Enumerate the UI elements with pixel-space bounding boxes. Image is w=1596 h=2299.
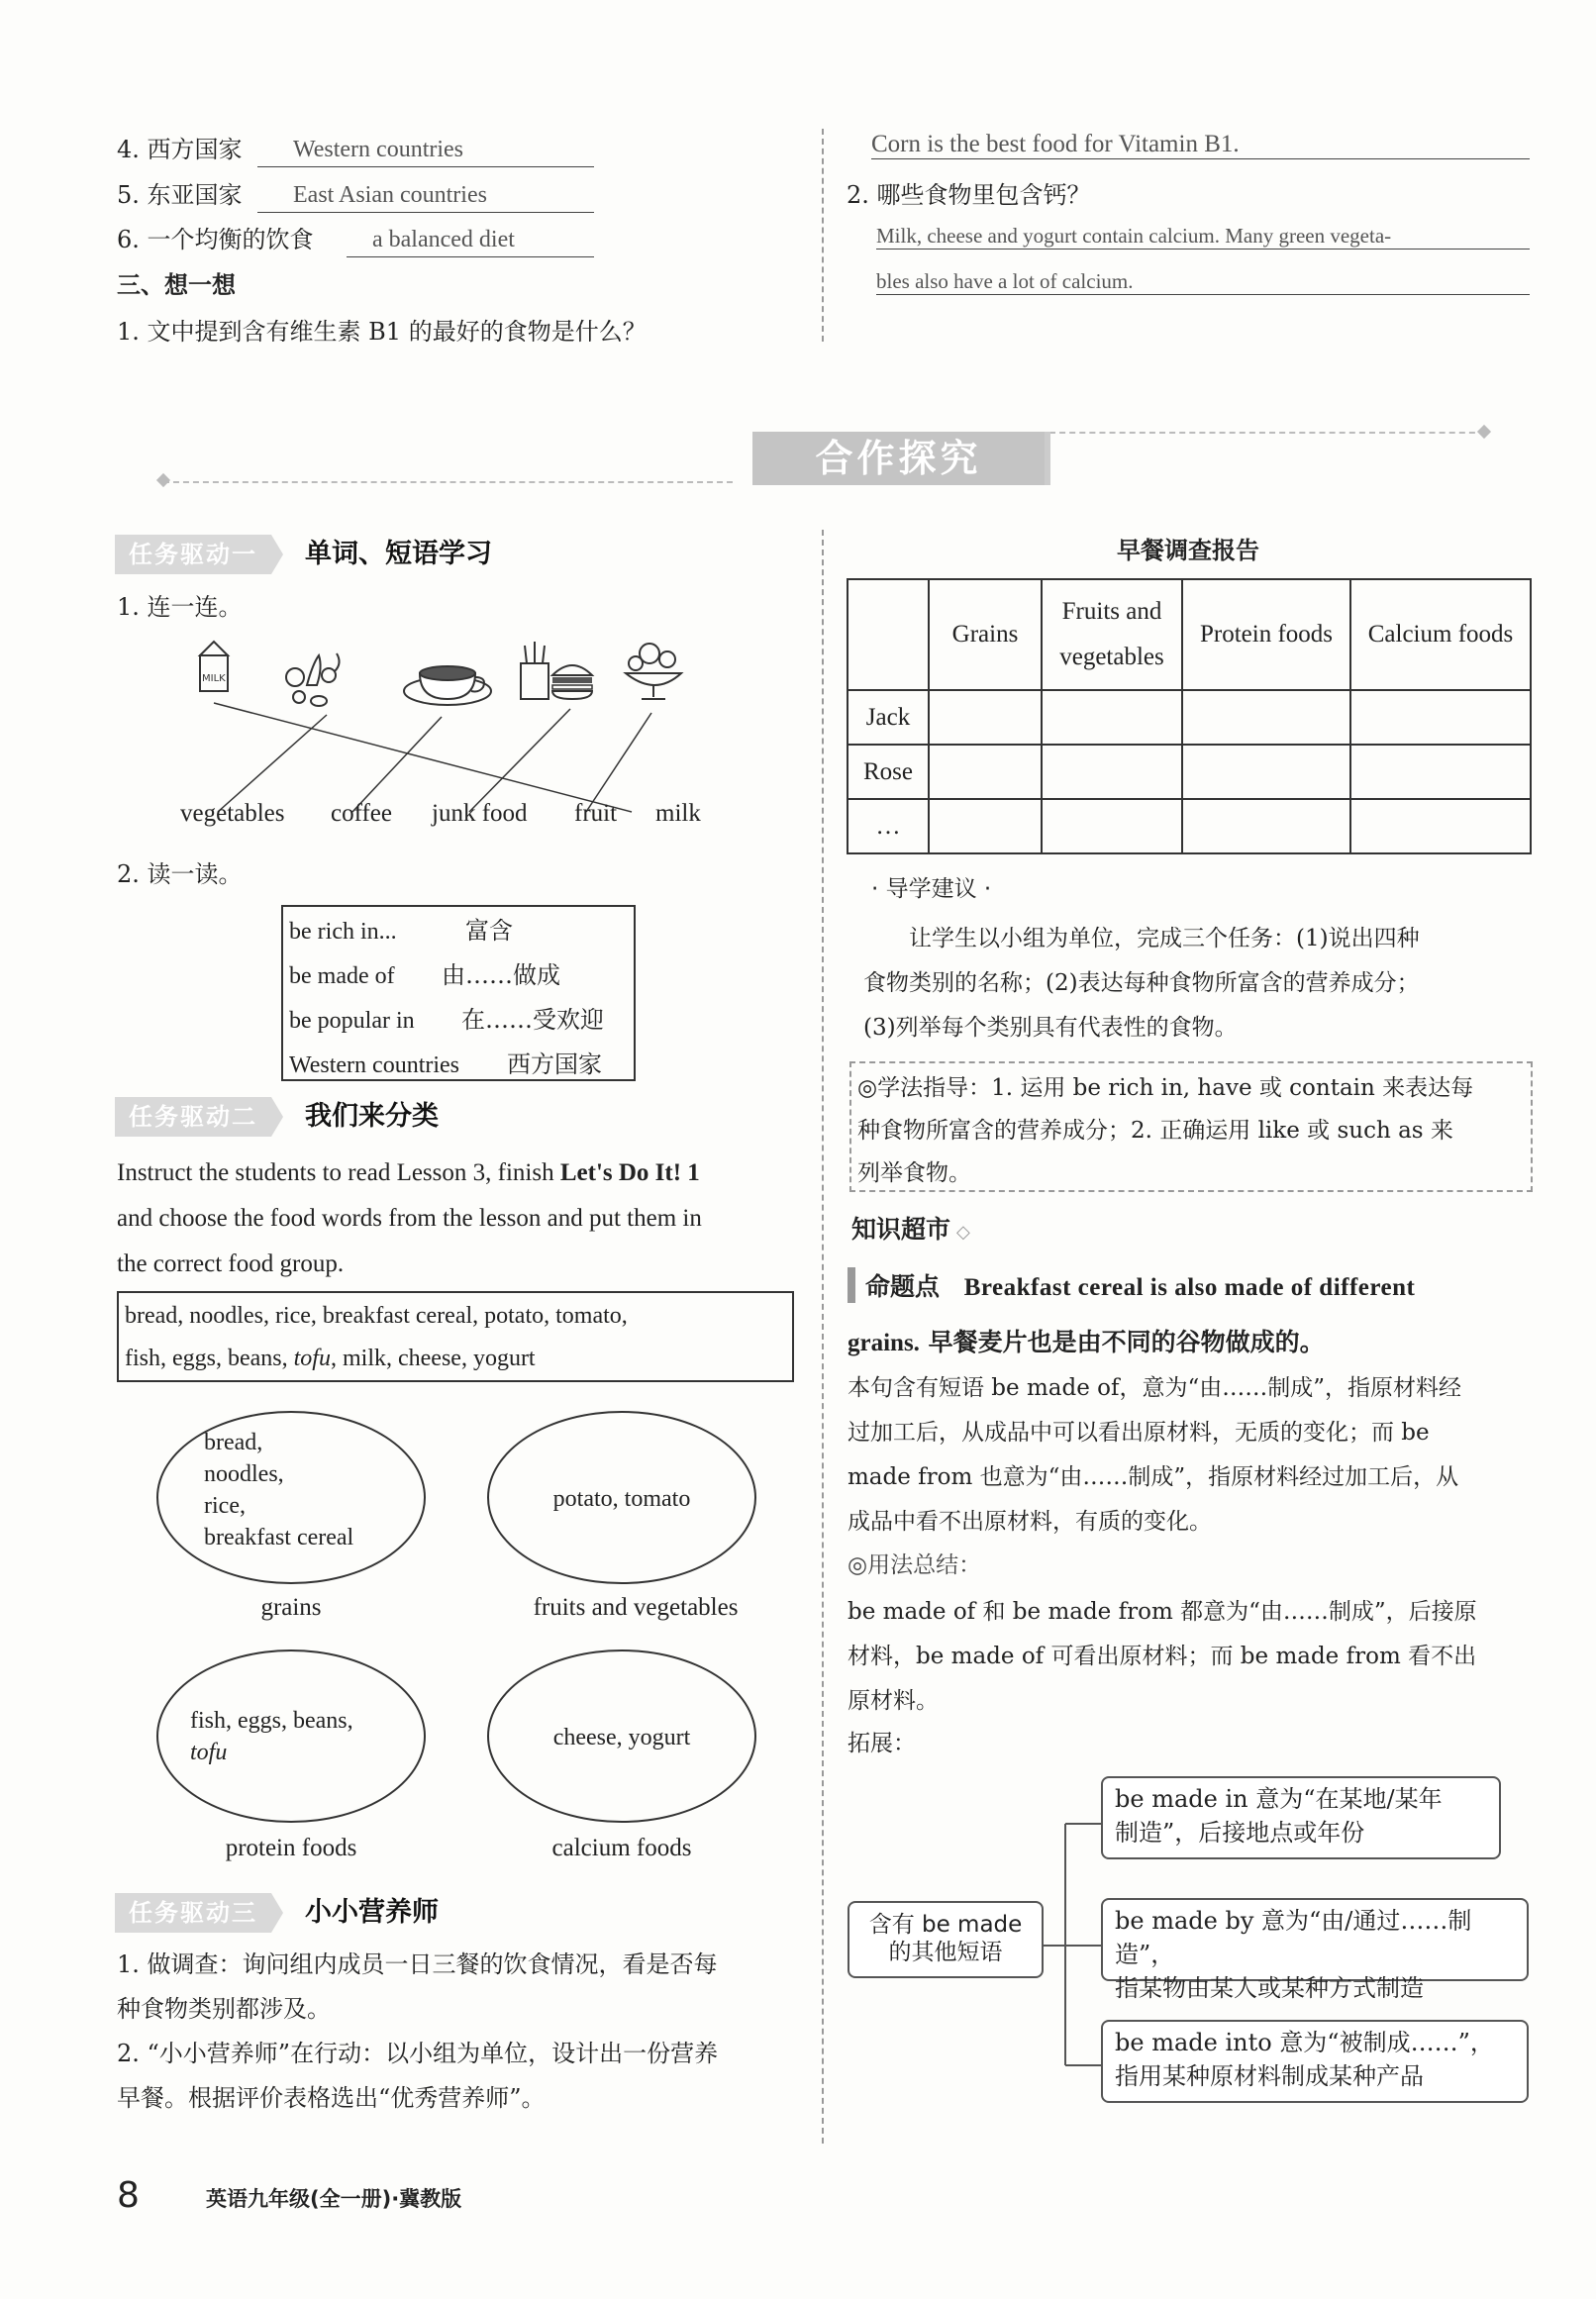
column-divider xyxy=(822,129,824,342)
table-header: Fruits and vegetables xyxy=(1042,579,1182,690)
junk-food-icon xyxy=(521,642,592,699)
task-tag-1: 任务驱动一 xyxy=(115,535,271,574)
tag-arrow-icon xyxy=(271,1893,283,1933)
task3-title: 小小营养师 xyxy=(305,1897,439,1928)
tag-arrow-icon xyxy=(271,1097,283,1137)
task2-instruction: Instruct the students to read Lesson 3, finish Let's Do It! 1 and choose the food words from the lesson and put them in the correct food group. xyxy=(117,1159,702,1277)
banner-line-right xyxy=(1049,432,1485,434)
match-word: junk food xyxy=(432,800,528,827)
group-caption: grains xyxy=(260,1594,322,1621)
answer-blank: East Asian countries xyxy=(257,178,594,213)
tag-arrow-icon xyxy=(271,535,283,574)
answer-blank: Western countries xyxy=(257,133,594,167)
survey-title: 早餐调查报告 xyxy=(1117,537,1259,564)
group-caption: fruits and vegetables xyxy=(533,1594,739,1621)
group-caption: protein foods xyxy=(225,1835,357,1861)
phrase-box xyxy=(281,905,636,1081)
table-row: Jack xyxy=(848,690,1531,745)
phrase-row: be rich in... 富含 xyxy=(289,917,513,945)
banner-box xyxy=(752,432,1050,485)
branch-made-in: be made in 意为“在某地/某年 制造”，后接地点或年份 xyxy=(1101,1776,1501,1859)
match-line xyxy=(586,713,651,812)
group-calcium: cheese, yogurt xyxy=(487,1649,756,1823)
group-caption: calcium foods xyxy=(551,1835,692,1861)
group-grains: bread, noodles, rice, breakfast cereal xyxy=(156,1411,426,1584)
column-divider xyxy=(822,530,824,2144)
table-row: Rose xyxy=(848,745,1531,799)
food-word-box: bread, noodles, rice, breakfast cereal, potato, tomato, fish, eggs, beans, tofu, milk, cheese, yogurt xyxy=(117,1291,794,1382)
coffee-icon xyxy=(404,666,491,705)
answer-2-line1: Milk, cheese and yogurt contain calcium. Many green vegeta- xyxy=(876,224,1530,250)
knowledge-explanation: 本句含有短语 be made of，意为“由……制成”，指原材料经 过加工后，从成品中可以看出原材料，无质的变化；而 be made from 也意为“由……制成”，指原材料经过加工后，从 成品中看不出原材料，有质的变化。 xyxy=(848,1375,1462,1535)
banner-diamond-icon xyxy=(1477,425,1491,439)
svg-text:MILK: MILK xyxy=(202,673,226,684)
task-tag-2: 任务驱动二 xyxy=(115,1097,271,1137)
survey-table xyxy=(847,578,1532,854)
match-line xyxy=(214,703,632,812)
branch-made-into: be made into 意为“被制成……”， 指用某种原材料制成某种产品 xyxy=(1101,2020,1529,2103)
guide-text: 让学生以小组为单位，完成三个任务：(1)说出四种 食物类别的名称；(2)表达每种食物所富含的营养成分； (3)列举每个类别具有代表性的食物。 xyxy=(863,926,1420,1041)
method-box: ◎学法指导：1. 运用 be rich in, have 或 contain 来表达每 种食物所富含的营养成分；2. 正确运用 like 或 such as 来 列举食物。 xyxy=(849,1061,1533,1192)
task1-title: 单词、短语学习 xyxy=(305,539,492,569)
vocab-item-4: 4. 西方国家 Western countries xyxy=(117,133,612,166)
answer-2-line2: bles also have a lot of calcium. xyxy=(876,269,1530,295)
match-word: coffee xyxy=(331,800,392,827)
question-1: 1. 文中提到含有维生素 B1 的最好的食物是什么？ xyxy=(117,318,647,346)
table-header: Protein foods xyxy=(1182,579,1350,690)
arrow-icon: ◇ xyxy=(956,1222,970,1243)
milk-carton-icon xyxy=(200,642,228,691)
vocab-item-5: 5. 东亚国家 East Asian countries xyxy=(117,178,612,212)
usage-title: ◎用法总结： xyxy=(848,1552,982,1578)
task3-text: 1. 做调查：询问组内成员一日三餐的饮食情况，看是否每 种食物类别都涉及。 2. “小小营养师”在行动：以小组为单位，设计出一份营养 早餐。根据评价表格选出“优秀营养师”。 xyxy=(117,1950,719,2112)
usage-text: be made of 和 be made from 都意为“由……制成”，后接原 材料，be made of 可看出原材料；而 be made from 看不出 原材料。 xyxy=(848,1599,1477,1714)
vegetables-icon xyxy=(286,653,340,706)
center-phrase-box: 含有 be made 的其他短语 xyxy=(848,1901,1044,1978)
phrase-row: Western countries 西方国家 xyxy=(289,1050,602,1078)
answer-1: Corn is the best food for Vitamin B1. xyxy=(871,131,1530,159)
point-sentence-2: grains. 早餐麦片也是由不同的谷物做成的。 xyxy=(848,1328,1325,1356)
extension-title: 拓展： xyxy=(848,1731,916,1756)
match-word: milk xyxy=(655,800,701,827)
point-marker xyxy=(848,1267,855,1303)
question-2: 2. 哪些食物里包含钙？ xyxy=(847,181,1091,209)
task1-sub2: 2. 读一读。 xyxy=(117,860,243,888)
banner-title: 合作探究 xyxy=(815,437,982,480)
task1-sub1: 1. 连一连。 xyxy=(117,593,243,621)
table-header: Grains xyxy=(929,579,1042,690)
knowledge-title: 知识超市 ◇ xyxy=(851,1215,970,1244)
group-fruits-vegetables: potato, tomato xyxy=(487,1411,756,1584)
phrase-row: be popular in 在……受欢迎 xyxy=(289,1006,604,1034)
task2-title: 我们来分类 xyxy=(305,1101,439,1132)
match-word: vegetables xyxy=(180,800,285,827)
guide-title: · 导学建议 · xyxy=(871,876,992,902)
phrase-row: be made of 由……做成 xyxy=(289,961,560,989)
book-title: 英语九年级(全一册)·冀教版 xyxy=(206,2187,462,2211)
match-line xyxy=(218,715,327,812)
point-sentence: 命题点 Breakfast cereal is also made of different xyxy=(865,1272,1416,1301)
answer-blank: a balanced diet xyxy=(347,223,594,257)
match-line xyxy=(352,717,442,812)
banner-line-left xyxy=(163,481,733,483)
branch-made-by: be made by 意为“由/通过……制造”， 指某物由某人或某种方式制造 xyxy=(1101,1898,1529,1981)
task-tag-3: 任务驱动三 xyxy=(115,1893,271,1933)
banner-diamond-icon xyxy=(156,473,170,487)
page-number: 8 xyxy=(117,2175,140,2216)
vocab-item-6: 6. 一个均衡的饮食 a balanced diet xyxy=(117,223,612,256)
group-protein: fish, eggs, beans, tofu xyxy=(156,1649,426,1823)
match-word: fruit xyxy=(574,800,618,827)
table-header: Calcium foods xyxy=(1350,579,1531,690)
section-title-think: 三、想一想 xyxy=(117,271,236,299)
fruit-icon xyxy=(626,644,681,699)
match-line xyxy=(469,709,570,812)
table-row: … xyxy=(848,799,1531,853)
